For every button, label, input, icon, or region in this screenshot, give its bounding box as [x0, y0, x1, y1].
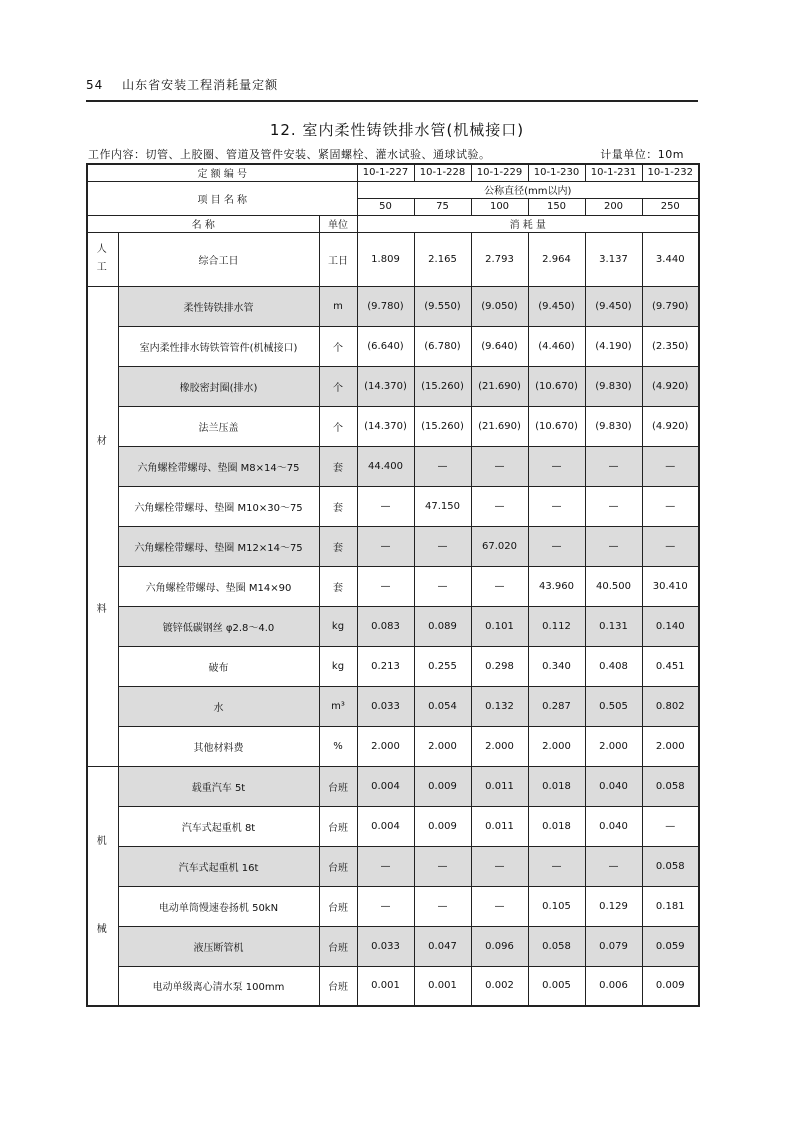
- table-row: [87, 526, 699, 566]
- item-name: 室内柔性排水铸铁管管件(机械接口): [118, 326, 319, 366]
- item-name: 六角螺栓带螺母、垫圈 M10×30～75: [118, 486, 319, 526]
- consumption-value: 2.165: [414, 232, 471, 286]
- consumption-value: 3.137: [585, 232, 642, 286]
- consumption-value: 0.112: [528, 606, 585, 646]
- consumption-value: 0.132: [471, 686, 528, 726]
- consumption-value: —: [585, 846, 642, 886]
- consumption-value: 0.105: [528, 886, 585, 926]
- consumption-value: 0.505: [585, 686, 642, 726]
- consumption-value: (4.920): [642, 406, 699, 446]
- consumption-value: —: [471, 846, 528, 886]
- diameter-label-row: [87, 181, 699, 198]
- page-number: 54: [86, 78, 104, 92]
- consumption-value: 30.410: [642, 566, 699, 606]
- item-unit: 个: [319, 406, 357, 446]
- consumption-value: 0.040: [585, 806, 642, 846]
- item-name: 法兰压盖: [118, 406, 319, 446]
- table-row: [87, 366, 699, 406]
- category-char: 械: [96, 923, 109, 935]
- consumption-value: (9.450): [528, 286, 585, 326]
- item-name: 镀锌低碳钢丝 φ2.8～4.0: [118, 606, 319, 646]
- category-char: 机: [96, 835, 109, 847]
- consumption-value: (9.790): [642, 286, 699, 326]
- table-row: [87, 326, 699, 366]
- quota-no: 10-1-232: [642, 164, 699, 181]
- item-unit: kg: [319, 606, 357, 646]
- consumption-value: (21.690): [471, 406, 528, 446]
- consumption-value: 0.451: [642, 646, 699, 686]
- consumption-value: 2.000: [414, 726, 471, 766]
- consumption-value: 0.018: [528, 806, 585, 846]
- consumption-value: 2.000: [642, 726, 699, 766]
- machinery-category: [87, 766, 118, 1006]
- item-unit: 套: [319, 526, 357, 566]
- table-row: [87, 486, 699, 526]
- consumption-value: 2.000: [585, 726, 642, 766]
- item-unit: 台班: [319, 806, 357, 846]
- col-unit-header: 单位: [319, 215, 357, 232]
- consumption-value: 67.020: [471, 526, 528, 566]
- consumption-value: —: [471, 886, 528, 926]
- consumption-value: —: [414, 846, 471, 886]
- consumption-value: —: [414, 886, 471, 926]
- consumption-value: 0.101: [471, 606, 528, 646]
- consumption-value: 0.298: [471, 646, 528, 686]
- consumption-value: (6.780): [414, 326, 471, 366]
- materials-category: [87, 286, 118, 766]
- consumption-value: —: [357, 526, 414, 566]
- category-char: 人: [96, 244, 109, 255]
- item-unit: 个: [319, 326, 357, 366]
- table-row: [87, 966, 699, 1006]
- labor-category: [87, 232, 118, 286]
- consumption-value: —: [642, 446, 699, 486]
- category-char: 材: [96, 436, 109, 447]
- col-name-header: 名 称: [87, 215, 319, 232]
- consumption-value: 0.058: [528, 926, 585, 966]
- table-row: [87, 806, 699, 846]
- item-name: 载重汽车 5t: [118, 766, 319, 806]
- consumption-value: (10.670): [528, 406, 585, 446]
- table-row: [87, 846, 699, 886]
- consumption-value: —: [357, 486, 414, 526]
- consumption-value: 2.000: [528, 726, 585, 766]
- item-name: 汽车式起重机 16t: [118, 846, 319, 886]
- item-name: 橡胶密封圈(排水): [118, 366, 319, 406]
- consumption-value: (9.550): [414, 286, 471, 326]
- consumption-value: (9.640): [471, 326, 528, 366]
- consumption-value: 0.079: [585, 926, 642, 966]
- item-name: 六角螺栓带螺母、垫圈 M14×90: [118, 566, 319, 606]
- consumption-value: 0.009: [642, 966, 699, 1006]
- diameter-value: 250: [642, 198, 699, 215]
- consumption-value: —: [585, 486, 642, 526]
- consumption-value: 2.000: [471, 726, 528, 766]
- quota-no-label: 定 额 编 号: [87, 164, 357, 181]
- unit-note: 计量单位：10m: [600, 148, 684, 161]
- item-unit: 台班: [319, 926, 357, 966]
- item-unit: kg: [319, 646, 357, 686]
- diameter-value: 100: [471, 198, 528, 215]
- consumption-value: 0.340: [528, 646, 585, 686]
- item-unit: 台班: [319, 846, 357, 886]
- column-header-row: [87, 215, 699, 232]
- table-row: [87, 886, 699, 926]
- table-row: [87, 686, 699, 726]
- item-name: 破布: [118, 646, 319, 686]
- consumption-value: 0.054: [414, 686, 471, 726]
- quota-no-row: [87, 164, 699, 181]
- consumption-value: 0.005: [528, 966, 585, 1006]
- consumption-value: 0.002: [471, 966, 528, 1006]
- consumption-value: (14.370): [357, 366, 414, 406]
- quota-no: 10-1-229: [471, 164, 528, 181]
- consumption-value: 0.287: [528, 686, 585, 726]
- consumption-value: —: [528, 446, 585, 486]
- item-name: 液压断管机: [118, 926, 319, 966]
- consumption-value: 0.083: [357, 606, 414, 646]
- consumption-value: 2.000: [357, 726, 414, 766]
- consumption-value: —: [414, 566, 471, 606]
- consumption-value: —: [528, 526, 585, 566]
- consumption-value: —: [642, 806, 699, 846]
- consumption-value: (6.640): [357, 326, 414, 366]
- consumption-value: 2.964: [528, 232, 585, 286]
- item-unit: m: [319, 286, 357, 326]
- consumption-value: 0.011: [471, 806, 528, 846]
- consumption-value: 2.793: [471, 232, 528, 286]
- consumption-value: —: [642, 526, 699, 566]
- consumption-value: —: [585, 526, 642, 566]
- consumption-value: —: [528, 486, 585, 526]
- consumption-value: —: [471, 446, 528, 486]
- consumption-value: 40.500: [585, 566, 642, 606]
- item-name: 电动单级离心清水泵 100mm: [118, 966, 319, 1006]
- consumption-value: (9.050): [471, 286, 528, 326]
- section-title: 12. 室内柔性铸铁排水管(机械接口): [269, 121, 525, 139]
- consumption-value: —: [357, 566, 414, 606]
- table-row: [87, 566, 699, 606]
- quota-no: 10-1-228: [414, 164, 471, 181]
- consumption-value: 0.089: [414, 606, 471, 646]
- item-unit: 台班: [319, 886, 357, 926]
- item-name: 其他材料费: [118, 726, 319, 766]
- consumption-value: 0.255: [414, 646, 471, 686]
- work-content: 工作内容：切管、上胶圈、管道及管件安装、紧固螺栓、灌水试验、通球试验。: [88, 148, 491, 161]
- consumption-value: 0.140: [642, 606, 699, 646]
- table-row: [87, 286, 699, 326]
- consumption-value: 0.181: [642, 886, 699, 926]
- table-row: [87, 646, 699, 686]
- table-row: [87, 406, 699, 446]
- category-char: 工: [96, 262, 109, 273]
- consumption-value: 0.033: [357, 686, 414, 726]
- item-name: 水: [118, 686, 319, 726]
- category-char: 料: [96, 604, 109, 615]
- consumption-value: 0.802: [642, 686, 699, 726]
- consumption-value: 0.001: [414, 966, 471, 1006]
- page-header: [86, 76, 278, 93]
- consumption-value: —: [357, 886, 414, 926]
- item-name: 六角螺栓带螺母、垫圈 M8×14～75: [118, 446, 319, 486]
- item-name: 电动单筒慢速卷扬机 50kN: [118, 886, 319, 926]
- consumption-value: —: [471, 486, 528, 526]
- col-consumption-header: 消 耗 量: [357, 215, 699, 232]
- quota-table: [86, 163, 700, 1007]
- item-unit: 套: [319, 486, 357, 526]
- table-row: [87, 766, 699, 806]
- item-unit: 工日: [319, 232, 357, 286]
- consumption-value: 44.400: [357, 446, 414, 486]
- consumption-value: —: [414, 526, 471, 566]
- consumption-value: 0.033: [357, 926, 414, 966]
- item-unit: 套: [319, 566, 357, 606]
- item-name: 六角螺栓带螺母、垫圈 M12×14～75: [118, 526, 319, 566]
- item-unit: 套: [319, 446, 357, 486]
- consumption-value: (9.450): [585, 286, 642, 326]
- consumption-value: (10.670): [528, 366, 585, 406]
- consumption-value: (9.830): [585, 366, 642, 406]
- table-row: [87, 446, 699, 486]
- consumption-value: —: [585, 446, 642, 486]
- item-name: 柔性铸铁排水管: [118, 286, 319, 326]
- consumption-value: —: [357, 846, 414, 886]
- consumption-value: 47.150: [414, 486, 471, 526]
- consumption-value: 0.096: [471, 926, 528, 966]
- consumption-value: (4.190): [585, 326, 642, 366]
- consumption-value: —: [642, 486, 699, 526]
- diameter-value: 75: [414, 198, 471, 215]
- item-name-label: 项 目 名 称: [87, 181, 357, 215]
- diameter-value: 200: [585, 198, 642, 215]
- consumption-value: 0.131: [585, 606, 642, 646]
- item-unit: m³: [319, 686, 357, 726]
- book-title: 山东省安装工程消耗量定额: [122, 78, 279, 92]
- quota-no: 10-1-227: [357, 164, 414, 181]
- consumption-value: 0.018: [528, 766, 585, 806]
- consumption-value: (9.780): [357, 286, 414, 326]
- consumption-value: 0.047: [414, 926, 471, 966]
- consumption-value: (4.920): [642, 366, 699, 406]
- table-row: [87, 926, 699, 966]
- consumption-value: 0.009: [414, 766, 471, 806]
- consumption-value: 0.058: [642, 846, 699, 886]
- consumption-value: 0.408: [585, 646, 642, 686]
- table-row: [87, 232, 699, 286]
- consumption-value: (21.690): [471, 366, 528, 406]
- consumption-value: (14.370): [357, 406, 414, 446]
- item-name: 汽车式起重机 8t: [118, 806, 319, 846]
- consumption-value: —: [471, 566, 528, 606]
- table-row: [87, 606, 699, 646]
- header-rule: [86, 100, 698, 102]
- item-unit: 台班: [319, 766, 357, 806]
- item-unit: %: [319, 726, 357, 766]
- item-unit: 个: [319, 366, 357, 406]
- consumption-value: 0.004: [357, 806, 414, 846]
- item-unit: 台班: [319, 966, 357, 1006]
- diameter-value: 50: [357, 198, 414, 215]
- consumption-value: 43.960: [528, 566, 585, 606]
- quota-no: 10-1-231: [585, 164, 642, 181]
- consumption-value: 1.809: [357, 232, 414, 286]
- diameter-value: 150: [528, 198, 585, 215]
- diameter-label: 公称直径(mm以内): [357, 181, 699, 198]
- consumption-value: 0.129: [585, 886, 642, 926]
- consumption-value: 0.058: [642, 766, 699, 806]
- table-row: [87, 726, 699, 766]
- consumption-value: 0.001: [357, 966, 414, 1006]
- consumption-value: 3.440: [642, 232, 699, 286]
- consumption-value: 0.011: [471, 766, 528, 806]
- consumption-value: (15.260): [414, 406, 471, 446]
- item-name: 综合工日: [118, 232, 319, 286]
- consumption-value: 0.009: [414, 806, 471, 846]
- consumption-value: (9.830): [585, 406, 642, 446]
- consumption-value: 0.059: [642, 926, 699, 966]
- consumption-value: —: [414, 446, 471, 486]
- consumption-value: (2.350): [642, 326, 699, 366]
- consumption-value: 0.006: [585, 966, 642, 1006]
- consumption-value: —: [528, 846, 585, 886]
- consumption-value: 0.004: [357, 766, 414, 806]
- consumption-value: (15.260): [414, 366, 471, 406]
- quota-no: 10-1-230: [528, 164, 585, 181]
- consumption-value: (4.460): [528, 326, 585, 366]
- consumption-value: 0.213: [357, 646, 414, 686]
- consumption-value: 0.040: [585, 766, 642, 806]
